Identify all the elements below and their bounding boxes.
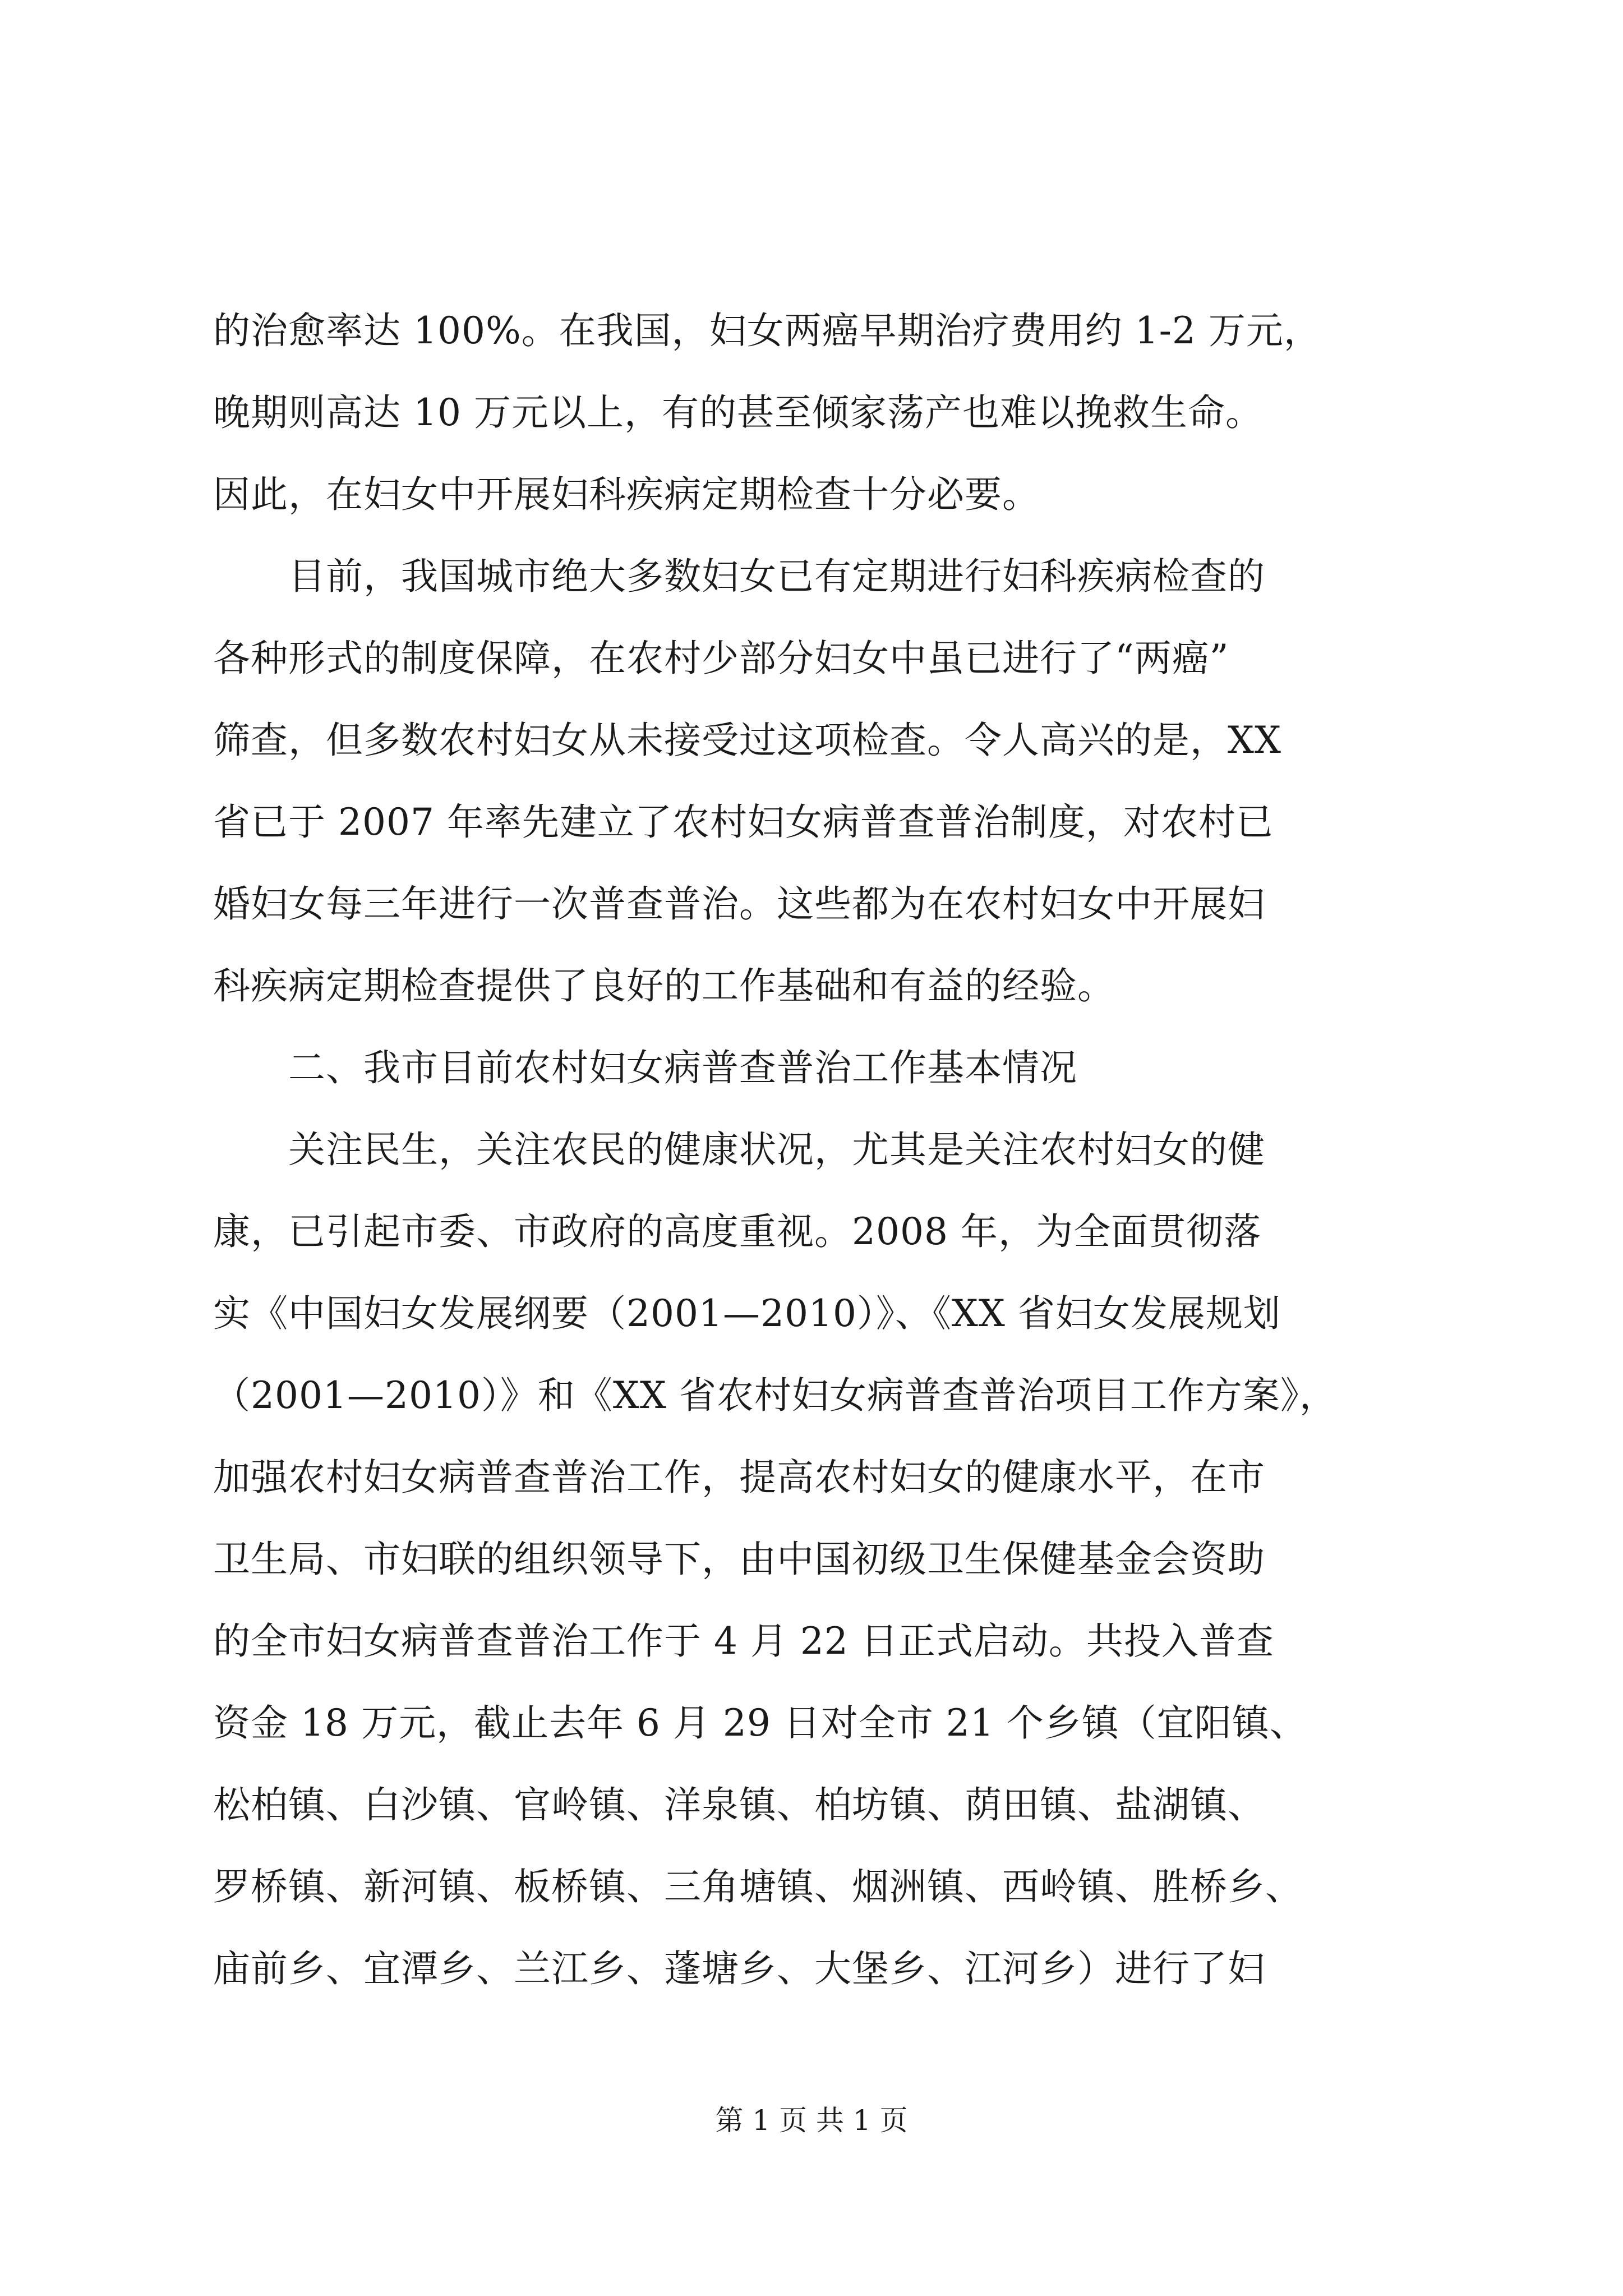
text-line: 加强农村妇女病普查普治工作，提高农村妇女的健康水平，在市: [213, 1456, 1265, 1499]
text-line: 的全市妇女病普查普治工作于 4 月 22 日正式启动。共投入普查: [213, 1619, 1274, 1663]
text-line: 各种形式的制度保障，在农村少部分妇女中虽已进行了“两癌”: [213, 637, 1229, 680]
text-line: 关注民生，关注农民的健康状况，尤其是关注农村妇女的健: [213, 1128, 1265, 1171]
text-line: （2001—2010）》和《XX 省农村妇女病普查普治项目工作方案》，: [213, 1374, 1337, 1417]
text-line: 罗桥镇、新河镇、板桥镇、三角塘镇、烟洲镇、西岭镇、胜桥乡、: [213, 1865, 1303, 1908]
text-line: 婚妇女每三年进行一次普查普治。这些都为在农村妇女中开展妇: [213, 882, 1265, 926]
text-line: 筛查，但多数农村妇女从未接受过这项检查。令人高兴的是，XX: [213, 719, 1281, 762]
text-line: 实《中国妇女发展纲要（2001—2010）》、《XX 省妇女发展规划: [213, 1292, 1281, 1335]
page-footer: 第 1 页 共 1 页: [715, 2104, 908, 2137]
text-line: 省已于 2007 年率先建立了农村妇女病普查普治制度，对农村已: [213, 800, 1274, 844]
text-line: 松柏镇、白沙镇、官岭镇、洋泉镇、柏坊镇、荫田镇、盐湖镇、: [213, 1783, 1265, 1826]
text-line: 卫生局、市妇联的组织领导下，由中国初级卫生保健基金会资助: [213, 1538, 1265, 1581]
text-line: 因此，在妇女中开展妇科疾病定期检查十分必要。: [213, 473, 1040, 516]
text-line: 科疾病定期检查提供了良好的工作基础和有益的经验。: [213, 964, 1115, 1007]
text-line: 晚期则高达 10 万元以上，有的甚至倾家荡产也难以挽救生命。: [213, 391, 1263, 434]
text-line: 庙前乡、宜潭乡、兰江乡、蓬塘乡、大堡乡、江河乡）进行了妇: [213, 1947, 1265, 1990]
text-line: 康，已引起市委、市政府的高度重视。2008 年，为全面贯彻落: [213, 1210, 1261, 1253]
section-heading: 二、我市目前农村妇女病普查普治工作基本情况: [213, 1046, 1077, 1089]
text-line: 的治愈率达 100%。在我国，妇女两癌早期治疗费用约 1-2 万元，: [213, 309, 1321, 352]
text-line: 目前，我国城市绝大多数妇女已有定期进行妇科疾病检查的: [213, 555, 1265, 598]
text-line: 资金 18 万元，截止去年 6 月 29 日对全市 21 个乡镇（宜阳镇、: [213, 1701, 1307, 1745]
